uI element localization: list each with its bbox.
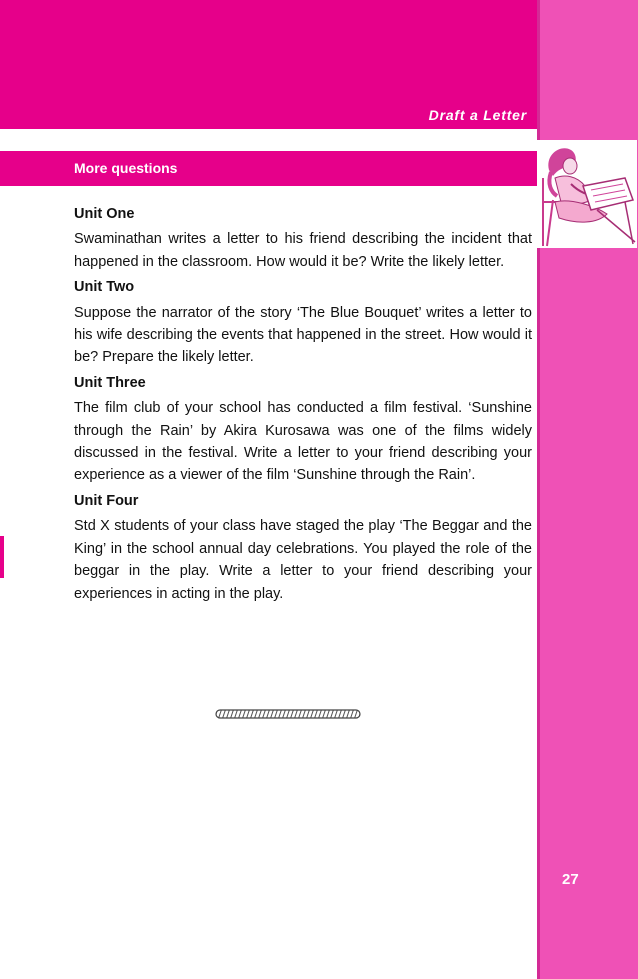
unit-four-heading: Unit Four — [74, 492, 139, 509]
margin-marker — [0, 536, 4, 578]
girl-writing-icon — [537, 140, 637, 248]
section-title: More questions — [74, 160, 178, 176]
unit-four-body: Std X students of your class have staged the play ‘The Beggar and the King’ in the school annual day celebrations. You played the role of the beggar in the play. Write a letter to your friend describing your experiences in acting in the play. — [74, 518, 532, 602]
unit-one-heading: Unit One — [74, 206, 135, 222]
page-number: 27 — [562, 871, 579, 888]
questions-content — [74, 203, 532, 608]
unit-two-heading: Unit Two — [74, 279, 135, 296]
running-title: Draft a Letter — [428, 107, 527, 123]
hatched-divider-icon — [214, 708, 362, 720]
unit-one-body: Swaminathan writes a letter to his friend describing the incident that happened in the classroom. How would it be? Write the likely letter. — [74, 231, 532, 270]
unit-two-body: Suppose the narrator of the story ‘The Blue Bouquet’ writes a letter to his wife describing the events that happened in the street. How would it be? Prepare the likely letter. — [74, 304, 532, 366]
unit-three-heading: Unit Three — [74, 374, 146, 391]
unit-three-body: The film club of your school has conducted a film festival. ‘Sunshine through the Rain’ by Akira Kurosawa was one of the films widely discussed in the festival. Write a letter to your friend describing your experience as a viewer of the film ‘Sunshine through the Rain’. — [74, 400, 532, 484]
